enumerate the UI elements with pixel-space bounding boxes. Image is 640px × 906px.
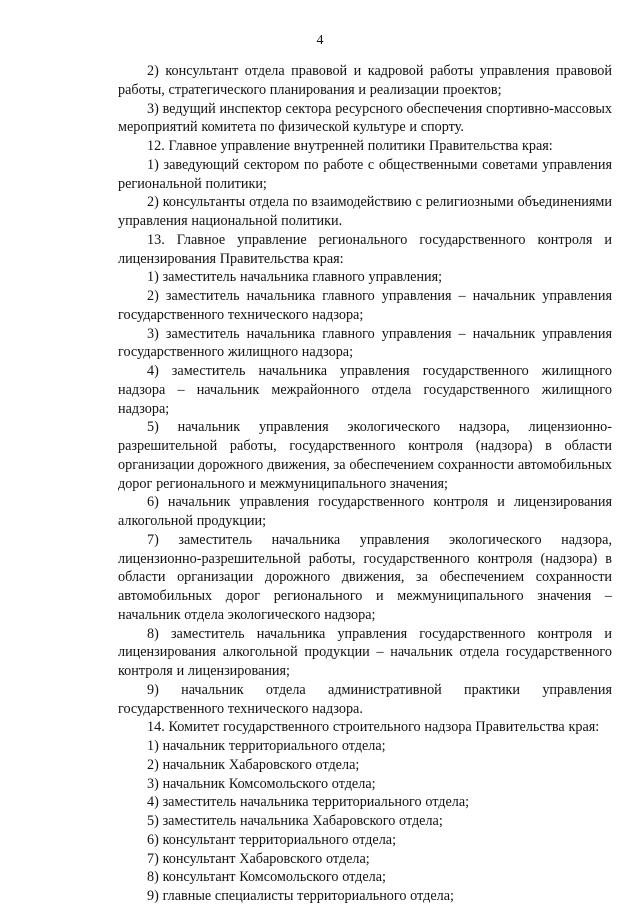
paragraph: 1) заведующий сектором по работе с общественными советами управления региональной политики; [118,156,612,192]
paragraph: 4) заместитель начальника управления государственного жилищного надзора – начальник межрайонного отдела государственного жилищного надзора; [118,363,612,417]
paragraph: 4) заместитель начальника территориального отдела; [147,794,470,811]
paragraph: 9) главные специалисты территориального отдела; [147,888,454,904]
paragraph: 5) начальник управления экологического надзора, лицензионно-разрешительной работы, государственного контроля (надзора) в области организации дорожного движения, за обеспечением сохранности автомобильных дорог регионального и межмуниципального значения; [118,419,612,492]
paragraph: 1) заместитель начальника главного управления; [147,269,443,286]
paragraph: 5) заместитель начальника Хабаровского отдела; [147,813,443,829]
paragraph: 6) начальник управления государственного контроля и лицензирования алкогольной продукции; [118,494,612,529]
paragraph: 2) заместитель начальника главного управления – начальник управления государственного технического надзора; [118,288,612,323]
paragraph: 2) начальник Хабаровского отдела; [147,756,360,773]
paragraph: 8) консультант Комсомольского отдела; [147,869,386,886]
section-heading: 14. Комитет государственного строительного надзора Правительства края: [147,719,600,736]
section-heading: 12. Главное управление внутренней политики Правительства края: [147,138,553,154]
paragraph: 7) заместитель начальника управления экологического надзора, лицензионно-разрешительной работы, государственного контроля (надзора) в области организации дорожного движения, за обеспечением сохранности автомобильных дорог регионального и межмуниципального значения – начальник отдела экологического надзора; [118,531,612,623]
section-heading: 13. Главное управление регионального государственного контроля и лицензирования Правительства края: [118,231,612,267]
paragraph: 9) начальник отдела административной практики управления государственного технического надзора. [118,681,612,717]
page-number: 4 [316,33,324,48]
paragraph: 1) начальник территориального отдела; [147,738,386,754]
document-body [118,62,612,906]
paragraph: 3) заместитель начальника главного управления – начальник управления государственного жилищного надзора; [118,325,612,361]
paragraph: 3) начальник Комсомольского отдела; [147,775,376,792]
paragraph: 7) консультант Хабаровского отдела; [147,850,370,867]
paragraph: 2) консультанты отдела по взаимодействию с религиозными объединениями управления национальной политики. [118,194,612,229]
paragraph: 8) заместитель начальника управления государственного контроля и лицензирования алкогольной продукции – начальник отдела государственного контроля и лицензирования; [118,625,612,679]
paragraph: 3) ведущий инспектор сектора ресурсного обеспечения спортивно-массовых мероприятий комитета по физической культуре и спорту. [118,100,613,136]
paragraph: 6) консультант территориального отдела; [147,831,397,848]
paragraph: 2) консультант отдела правовой и кадровой работы управления правовой работы, стратегического планирования и реализации проектов; [118,63,612,98]
